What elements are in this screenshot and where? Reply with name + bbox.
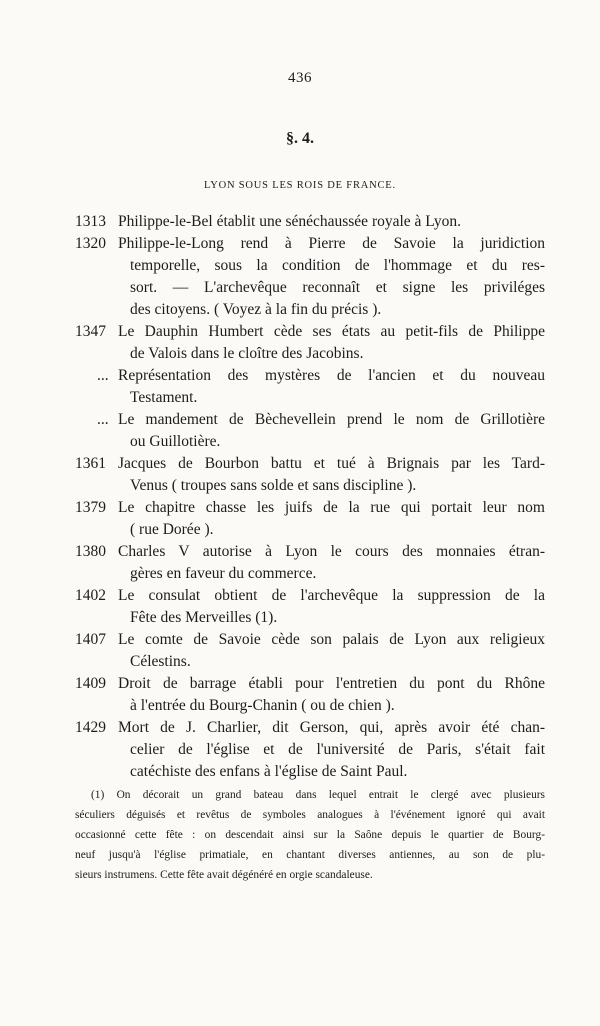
- section-heading: LYON SOUS LES ROIS DE FRANCE.: [204, 180, 396, 191]
- entry-line: gères en faveur du commerce.: [130, 565, 317, 582]
- entry-text: [118, 211, 545, 233]
- entry-line: Venus ( troupes sans solde et sans discipline ).: [130, 477, 417, 494]
- page-number: 436: [288, 70, 312, 86]
- entry-text: [118, 541, 545, 585]
- chronology-entry: [75, 541, 545, 585]
- entry-year: ...: [97, 411, 109, 428]
- chronology-entry: [75, 717, 545, 783]
- entry-line: Célestins.: [130, 653, 191, 670]
- chronology-entry: [75, 497, 545, 541]
- entry-line: Le mandement de Bèchevellein prend le nom de Grillotière: [118, 411, 545, 428]
- chronology-entry: [75, 409, 545, 453]
- entry-year: 1347: [75, 323, 106, 340]
- entry-year: 1380: [75, 543, 106, 560]
- entry-year: 1429: [75, 719, 106, 736]
- entry-line: Jacques de Bourbon battu et tué à Brignais par les Tard-: [118, 455, 545, 472]
- footnote-line: (1) On décorait un grand bateau dans lequel entrait le clergé avec plusieurs: [91, 789, 545, 801]
- footnote-line: occasionné cette fête : on descendait ainsi sur la Saône depuis le quartier de Bourg-: [75, 829, 545, 841]
- footnote: [75, 785, 545, 885]
- entry-text: [118, 365, 545, 409]
- entry-line: Mort de J. Charlier, dit Gerson, qui, après avoir été chan-: [118, 719, 545, 736]
- entry-year: 1320: [75, 235, 106, 252]
- entry-text: [118, 233, 545, 321]
- footnote-line: séculiers déguisés et revêtus de symboles analogues à l'événement ignoré qui avait: [75, 809, 545, 821]
- entry-line: Charles V autorise à Lyon le cours des monnaies étran-: [118, 543, 545, 560]
- entry-line: Le chapitre chasse les juifs de la rue qui portait leur nom: [118, 499, 545, 516]
- entry-text: [118, 497, 545, 541]
- chronology-entry: [75, 233, 545, 321]
- entry-line: catéchiste des enfans à l'église de Saint Paul.: [130, 763, 408, 780]
- entry-text: [118, 409, 545, 453]
- entry-line: Testament.: [130, 389, 198, 406]
- chronology-list: [75, 211, 545, 783]
- entry-year: 1402: [75, 587, 106, 604]
- entry-text: [118, 629, 545, 673]
- chronology-entry: [75, 585, 545, 629]
- chronology-entry: [75, 453, 545, 497]
- entry-line: Fête des Merveilles (1).: [130, 609, 278, 626]
- entry-line: des citoyens. ( Voyez à la fin du précis ).: [130, 301, 382, 318]
- footnote-line: sieurs instrumens. Cette fête avait dégénéré en orgie scandaleuse.: [75, 869, 373, 881]
- entry-year: 1313: [75, 213, 106, 230]
- entry-year: 1409: [75, 675, 106, 692]
- entry-line: Le comte de Savoie cède son palais de Lyon aux religieux: [118, 631, 545, 648]
- entry-line: ou Guillotière.: [130, 433, 221, 450]
- entry-text: [118, 717, 545, 783]
- entry-line: à l'entrée du Bourg-Chanin ( ou de chien ).: [130, 697, 395, 714]
- entry-line: Le Dauphin Humbert cède ses états au petit-fils de Philippe: [118, 323, 545, 340]
- entry-text: [118, 321, 545, 365]
- chronology-entry: [75, 629, 545, 673]
- entry-line: de Valois dans le cloître des Jacobins.: [130, 345, 364, 362]
- entry-year: 1361: [75, 455, 106, 472]
- entry-text: [118, 453, 545, 497]
- section-mark: §. 4.: [286, 130, 314, 147]
- entry-line: Droit de barrage établi pour l'entretien du pont du Rhône: [118, 675, 545, 692]
- entry-line: sort. — L'archevêque reconnaît et signe les priviléges: [130, 279, 545, 296]
- entry-line: Philippe-le-Long rend à Pierre de Savoie la juridiction: [118, 235, 545, 252]
- entry-line: temporelle, sous la condition de l'hommage et du res-: [130, 257, 545, 274]
- entry-year: 1407: [75, 631, 106, 648]
- entry-line: Représentation des mystères de l'ancien et du nouveau: [118, 367, 545, 384]
- entry-year: 1379: [75, 499, 106, 516]
- entry-line: ( rue Dorée ).: [130, 521, 214, 538]
- entry-line: celier de l'église et de l'université de Paris, s'était fait: [130, 741, 545, 758]
- chronology-entry: [75, 365, 545, 409]
- chronology-entry: [75, 673, 545, 717]
- chronology-entry: [75, 211, 545, 233]
- entry-year: ...: [97, 367, 109, 384]
- footnote-line: neuf jusqu'à l'église primatiale, en chantant diverses antiennes, au son de plu-: [75, 849, 545, 861]
- entry-text: [118, 673, 545, 717]
- chronology-entry: [75, 321, 545, 365]
- entry-line: Le consulat obtient de l'archevêque la suppression de la: [118, 587, 545, 604]
- entry-line: Philippe-le-Bel établit une sénéchaussée royale à Lyon.: [118, 213, 462, 230]
- entry-text: [118, 585, 545, 629]
